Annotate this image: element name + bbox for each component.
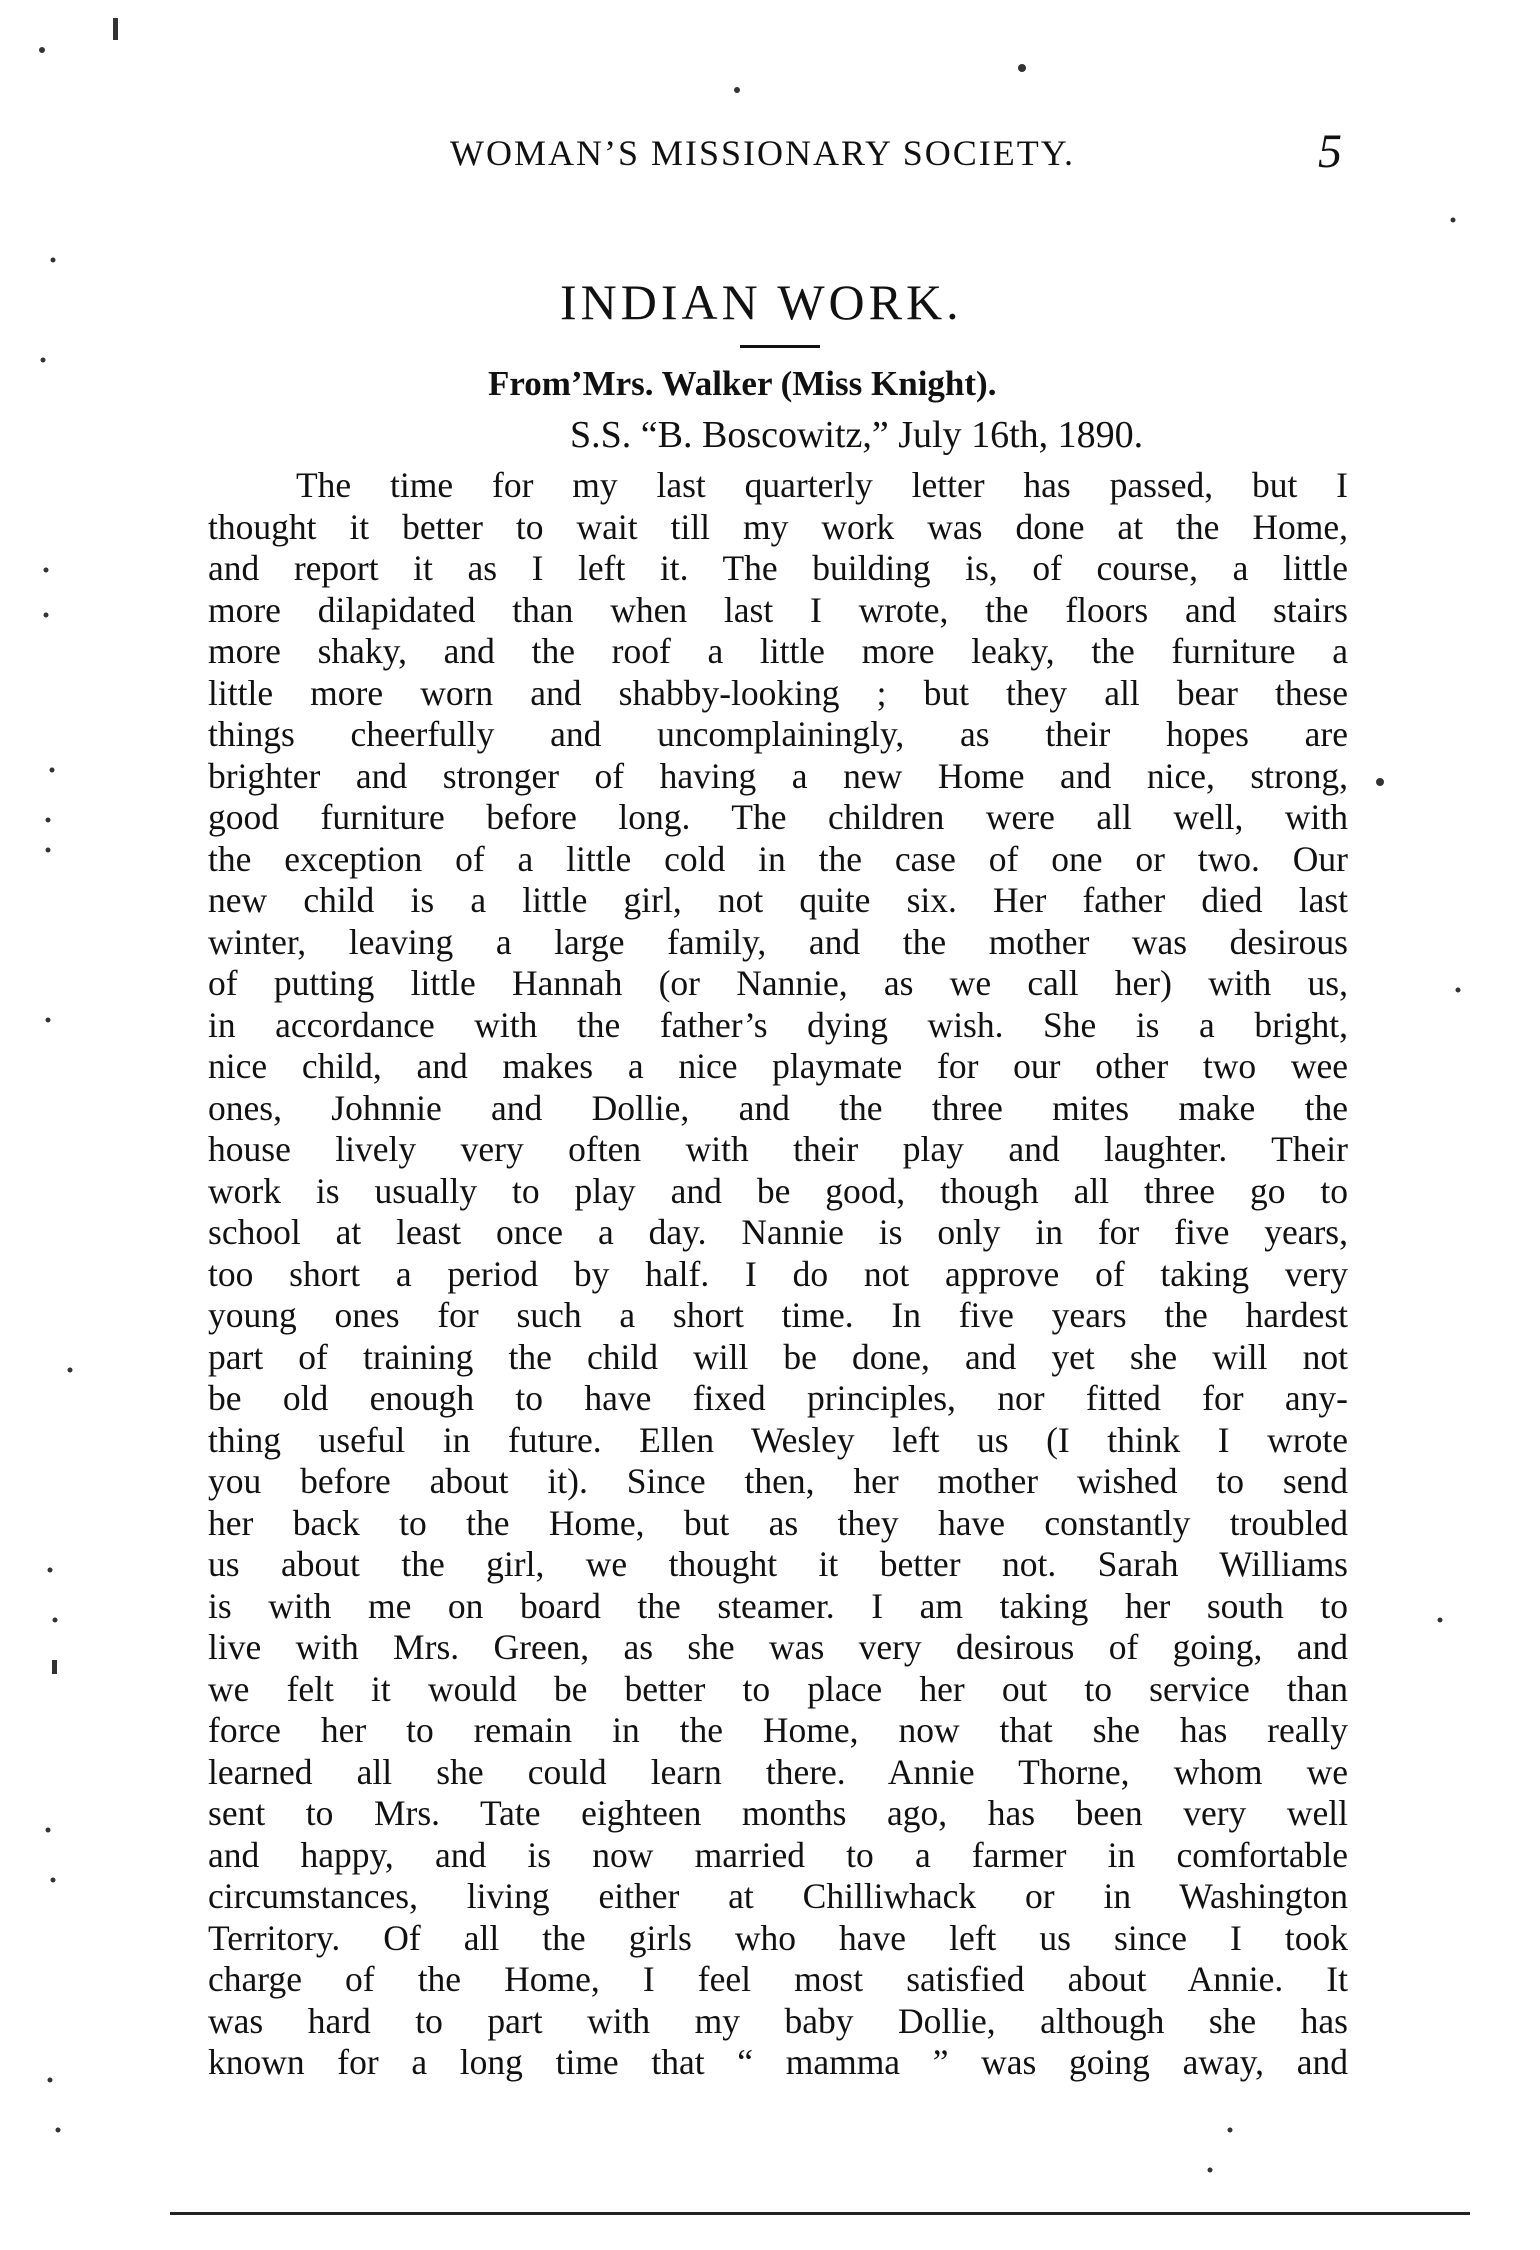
body-line: winter, leaving a large family, and the mother was desirous [208, 921, 1348, 962]
body-line: circumstances, living either at Chilliwhack or in Washington [208, 1876, 1348, 1916]
article-dateline: S.S. “B. Boscowitz,” July 16th, 1890. [570, 414, 1144, 456]
print-speck [39, 47, 45, 53]
body-line: and happy, and is now married to a farmer in comfortable [208, 1834, 1348, 1875]
print-speck [1228, 2128, 1233, 2133]
running-title: WOMAN’S MISSIONARY SOCIETY. [450, 133, 1076, 173]
body-line: Territory. Of all the girls who have left us since I took [208, 1917, 1348, 1958]
running-head [0, 125, 1540, 178]
body-line: ones, Johnnie and Dollie, and the three mites make the [208, 1087, 1348, 1128]
print-speck [48, 2078, 53, 2083]
body-line: young ones for such a short time. In five years the hardest [208, 1295, 1348, 1335]
print-speck [51, 1878, 56, 1883]
print-speck [46, 818, 51, 823]
body-line: little more worn and shabby-looking ; but they all bear these [208, 672, 1348, 713]
print-speck [113, 18, 118, 40]
print-speck [48, 1568, 53, 1573]
print-speck [56, 2128, 61, 2133]
body-line: force her to remain in the Home, now that she has really [208, 1710, 1348, 1750]
body-line: house lively very often with their play and laughter. Their [208, 1129, 1348, 1169]
body-line: known for a long time that “ mamma ” was going away, and [208, 2042, 1348, 2082]
body-line: brighter and stronger of having a new Home and nice, strong, [208, 755, 1348, 796]
print-speck [46, 1828, 51, 1833]
print-speck [51, 258, 56, 263]
print-speck [44, 613, 49, 618]
body-line: nice child, and makes a nice playmate for our other two wee [208, 1046, 1348, 1086]
print-speck [52, 1660, 57, 1674]
print-speck [1208, 2168, 1213, 2173]
print-speck [1018, 64, 1026, 72]
body-line: charge of the Home, I feel most satisfied about Annie. It [208, 1959, 1348, 1999]
body-line: thought it better to wait till my work was done at the Home, [208, 506, 1348, 547]
body-line: new child is a little girl, not quite six. Her father died last [208, 880, 1348, 920]
print-speck [1456, 988, 1461, 993]
print-speck [44, 568, 49, 573]
body-line: things cheerfully and uncomplainingly, as their hopes are [208, 714, 1348, 754]
page-number: 5 [1318, 125, 1342, 178]
body-line: in accordance with the father’s dying wish. She is a bright, [208, 1004, 1348, 1045]
body-line: too short a period by half. I do not approve of taking very [208, 1253, 1348, 1294]
body-line: we felt it would be better to place her out to service than [208, 1668, 1348, 1709]
print-speck [50, 768, 55, 773]
body-line: us about the girl, we thought it better not. Sarah Williams [208, 1544, 1348, 1584]
body-line: learned all she could learn there. Annie Thorne, whom we [208, 1751, 1348, 1792]
body-line: more shaky, and the roof a little more leaky, the furniture a [208, 631, 1348, 671]
body-line: the exception of a little cold in the case of one or two. Our [208, 838, 1348, 879]
body-line: is with me on board the steamer. I am taking her south to [208, 1585, 1348, 1626]
body-line: more dilapidated than when last I wrote, the floors and stairs [208, 589, 1348, 630]
print-speck [53, 1618, 58, 1623]
print-speck [68, 1368, 73, 1373]
print-speck [41, 358, 46, 363]
article-title: INDIAN WORK. [560, 274, 963, 330]
print-speck [1438, 1618, 1443, 1623]
body-line: was hard to part with my baby Dollie, although she has [208, 2000, 1348, 2041]
body-line: The time for my last quarterly letter has passed, but I [296, 465, 1348, 505]
body-line: of putting little Hannah (or Nannie, as we call her) with us, [208, 963, 1348, 1003]
body-line: and report it as I left it. The building is, of course, a little [208, 548, 1348, 588]
body-line: work is usually to play and be good, though all three go to [208, 1170, 1348, 1211]
title-rule [740, 345, 820, 348]
print-speck [1376, 778, 1384, 786]
body-line: you before about it). Since then, her mother wished to send [208, 1461, 1348, 1501]
body-line: sent to Mrs. Tate eighteen months ago, has been very well [208, 1793, 1348, 1833]
article-byline: From’Mrs. Walker (Miss Knight). [488, 364, 997, 403]
body-line: school at least once a day. Nannie is only in for five years, [208, 1212, 1348, 1252]
print-speck [1451, 218, 1456, 223]
print-speck [46, 1018, 51, 1023]
body-line: her back to the Home, but as they have constantly troubled [208, 1502, 1348, 1543]
bottom-rule [170, 2212, 1470, 2215]
article-body [208, 465, 1348, 2084]
body-line: thing useful in future. Ellen Wesley left us (I think I wrote [208, 1419, 1348, 1460]
body-line: live with Mrs. Green, as she was very desirous of going, and [208, 1627, 1348, 1667]
body-line: be old enough to have fixed principles, nor fitted for any- [208, 1378, 1348, 1418]
body-line: good furniture before long. The children were all well, with [208, 797, 1348, 837]
print-speck [46, 848, 51, 853]
body-line: part of training the child will be done, and yet she will not [208, 1336, 1348, 1377]
print-speck [734, 87, 740, 93]
